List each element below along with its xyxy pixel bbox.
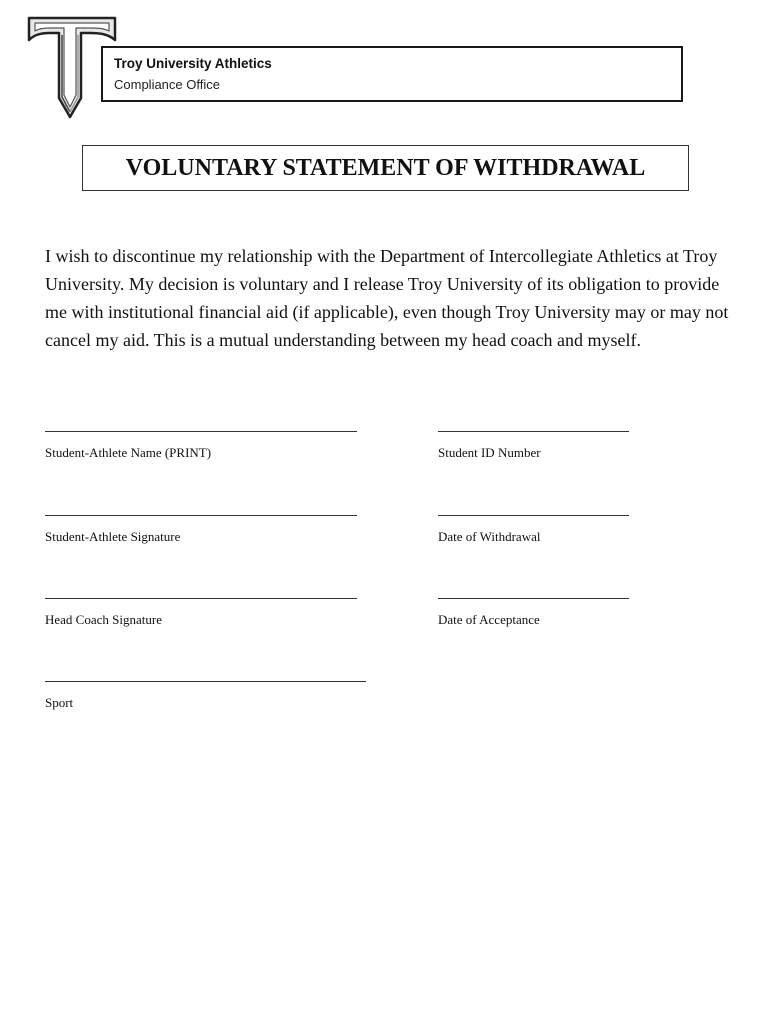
student-name-line[interactable] — [45, 431, 357, 432]
coach-signature-field[interactable] — [45, 598, 357, 627]
student-name-label: Student-Athlete Name (PRINT) — [45, 445, 212, 460]
header-box — [101, 46, 683, 102]
coach-signature-label: Head Coach Signature — [45, 612, 162, 627]
student-signature-line[interactable] — [45, 515, 357, 516]
document-title: VOLUNTARY STATEMENT OF WITHDRAWAL — [82, 145, 689, 191]
student-name-field[interactable] — [45, 431, 357, 460]
sport-field[interactable] — [45, 681, 366, 710]
withdrawal-date-label: Date of Withdrawal — [438, 529, 541, 544]
student-signature-label: Student-Athlete Signature — [45, 529, 181, 544]
student-id-label: Student ID Number — [438, 445, 541, 460]
student-id-field[interactable] — [438, 431, 629, 460]
coach-signature-line[interactable] — [45, 598, 357, 599]
acceptance-date-line[interactable] — [438, 598, 629, 599]
department-name: Compliance Office — [114, 77, 220, 92]
sport-line[interactable] — [45, 681, 366, 682]
student-signature-field[interactable] — [45, 515, 357, 544]
organization-name: Troy University Athletics — [114, 56, 272, 71]
withdrawal-date-line[interactable] — [438, 515, 629, 516]
acceptance-date-label: Date of Acceptance — [438, 612, 540, 627]
student-id-line[interactable] — [438, 431, 629, 432]
acceptance-date-field[interactable] — [438, 598, 629, 627]
withdrawal-statement: I wish to discontinue my relationship with the Department of Intercollegiate Athletics at Troy University. My decision is voluntary and I release Troy University of its obligation to provide me with institutional financial aid (if applicable), even though Troy University may or may not cancel my aid. This is a mutual understanding between my head coach and myself. — [45, 246, 729, 350]
withdrawal-date-field[interactable] — [438, 515, 629, 544]
sport-label: Sport — [45, 695, 74, 710]
